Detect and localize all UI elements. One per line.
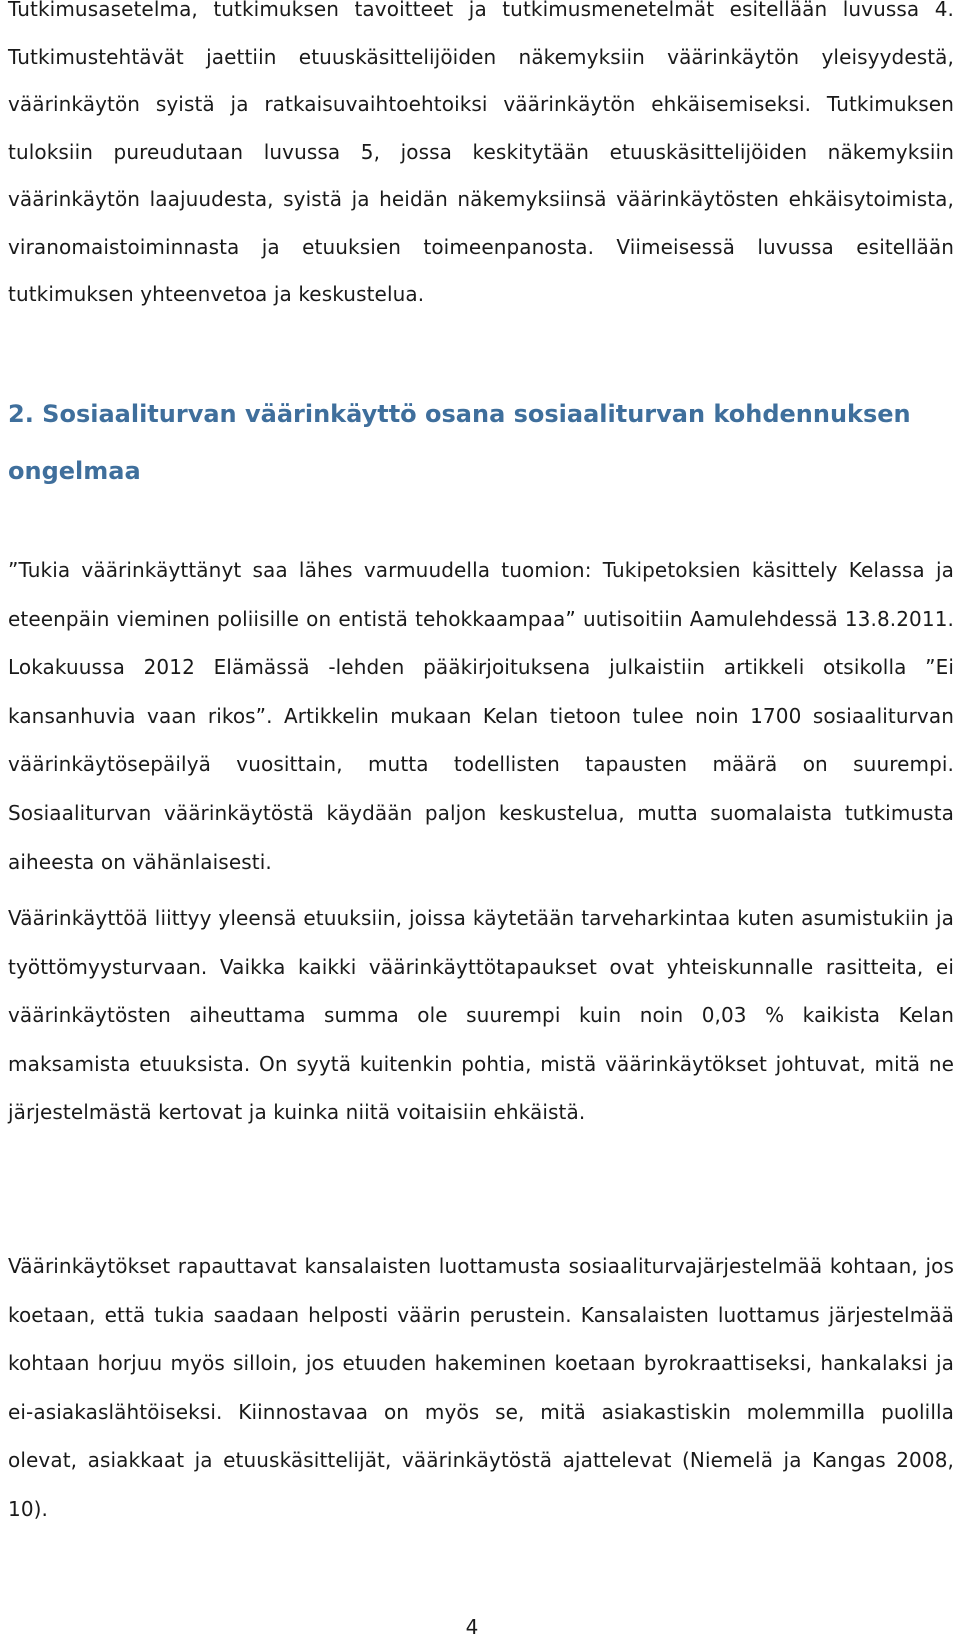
page-number: 4 <box>465 1615 479 1639</box>
body-paragraph-2: Väärinkäyttöä liittyy yleensä etuuksiin, joissa käytetään tarveharkintaa kuten asumistukiin ja työttömyysturvaan. Vaikka kaikki väärinkäyttötapaukset ovat yhteiskunnalle rasitteita, ei väärinkäytösten aiheuttama summa ole suurempi kuin noin 0,03 % kaikista Kelan maksamista etuuksista. On syytä kuitenkin pohtia, mistä väärinkäytökset johtuvat, mitä ne järjestelmästä kertovat ja kuinka niitä voitaisiin ehkäistä. <box>8 906 954 1125</box>
section-heading: 2. Sosiaaliturvan väärinkäyttö osana sosiaaliturvan kohdennuksen ongelmaa <box>8 400 911 485</box>
intro-paragraph: Tutkimusasetelma, tutkimuksen tavoitteet ja tutkimusmenetelmät esitellään luvussa 4. Tutkimustehtävät jaettiin etuuskäsittelijöiden näkemyksiin väärinkäytön yleisyydestä, väärinkäytön syistä ja ratkaisuvaihtoehtoiksi väärinkäytön ehkäisemiseksi. Tutkimuksen tuloksiin pureudutaan luvussa 5, jossa keskitytään etuuskäsittelijöiden näkemyksiin väärinkäytön laajuudesta, syistä ja heidän näkemyksiinsä väärinkäytösten ehkäisytoimista, viranomaistoiminnasta ja etuuksien toimeenpanosta. Viimeisessä luvussa esitellään tutkimuksen yhteenvetoa ja keskustelua. <box>8 0 954 306</box>
body-paragraph-3: Väärinkäytökset rapauttavat kansalaisten luottamusta sosiaaliturvajärjestelmää kohtaan, jos koetaan, että tukia saadaan helposti väärin perustein. Kansalaisten luottamus järjestelmää kohtaan horjuu myös silloin, jos etuuden hakeminen koetaan byrokraattiseksi, hankalaksi ja ei-asiakaslähtöiseksi. Kiinnostavaa on myös se, mitä asiakastiskin molemmilla puolilla olevat, asiakkaat ja etuuskäsittelijät, väärinkäytöstä ajattelevat (Niemelä ja Kangas 2008, 10). <box>8 1254 954 1521</box>
body-paragraph-1: ”Tukia väärinkäyttänyt saa lähes varmuudella tuomion: Tukipetoksien käsittely Kelassa ja eteenpäin vieminen poliisille on entistä tehokkaampaa” uutisoitiin Aamulehdessä 13.8.2011. Lokakuussa 2012 Elämässä -lehden pääkirjoituksena julkaistiin artikkeli otsikolla ”Ei kansanhuvia vaan rikos”. Artikkelin mukaan Kelan tietoon tulee noin 1700 sosiaaliturvan väärinkäytösepäilyä vuosittain, mutta todellisten tapausten määrä on suurempi. Sosiaaliturvan väärinkäytöstä käydään paljon keskustelua, mutta suomalaista tutkimusta aiheesta on vähänlaisesti. <box>8 558 954 874</box>
